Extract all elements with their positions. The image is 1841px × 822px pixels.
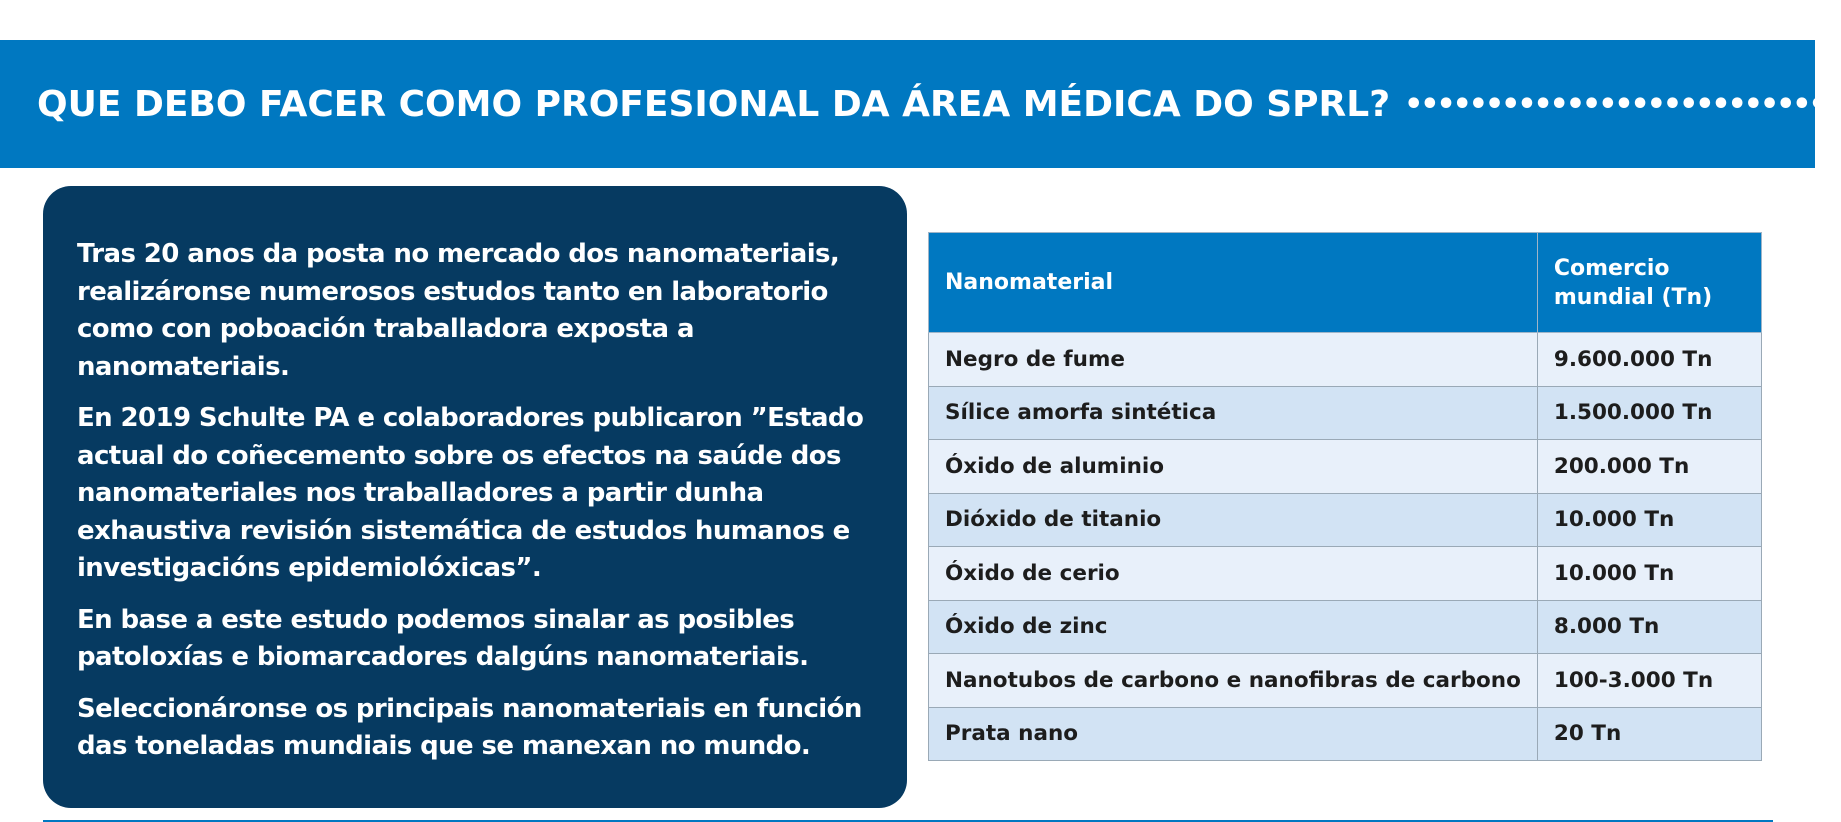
- intro-paragraph-2: En 2019 Schulte PA e colaboradores publicaron ”Estado actual do coñecemento sobre os efectos na saúde dos nanomateriales nos traballadores a partir dunha exhaustiva revisión sistemática de estudos humanos e investigacións epidemiolóxicas”.: [77, 403, 864, 583]
- header-world-trade: Comercio mundial (Tn): [1537, 233, 1761, 333]
- table-row: [929, 707, 1762, 761]
- table-row: [929, 600, 1762, 654]
- cell-nanomaterial: Óxido de cerio: [929, 547, 1538, 601]
- cell-trade: 100-3.000 Tn: [1537, 654, 1761, 708]
- cell-trade: 10.000 Tn: [1537, 493, 1761, 547]
- table-row: [929, 386, 1762, 440]
- title-dots-decoration: •••••••••••••••••••••••••••: [1404, 86, 1841, 122]
- header-inner: [37, 40, 1841, 168]
- nanomaterial-table: [928, 232, 1762, 761]
- cell-nanomaterial: Nanotubos de carbono e nanofibras de carbono: [929, 654, 1538, 708]
- header-nanomaterial: Nanomaterial: [929, 233, 1538, 333]
- cell-nanomaterial: Óxido de zinc: [929, 600, 1538, 654]
- intro-paragraph-1: Tras 20 anos da posta no mercado dos nanomateriais, realizáronse numerosos estudos tanto en laboratorio como con poboación traballadora exposta a nanomateriais.: [77, 239, 840, 382]
- table-row: [929, 493, 1762, 547]
- header-banner: [0, 40, 1841, 168]
- cell-nanomaterial: Óxido de aluminio: [929, 440, 1538, 494]
- cell-trade: 9.600.000 Tn: [1537, 333, 1761, 387]
- table-row: [929, 654, 1762, 708]
- cell-trade: 1.500.000 Tn: [1537, 386, 1761, 440]
- intro-paragraph-4: Seleccionáronse os principais nanomateriais en función das toneladas mundiais que se manexan no mundo.: [77, 693, 862, 761]
- cell-nanomaterial: Dióxido de titanio: [929, 493, 1538, 547]
- cell-trade: 8.000 Tn: [1537, 600, 1761, 654]
- table-row: [929, 547, 1762, 601]
- intro-paragraph-3: En base a este estudo podemos sinalar as posibles patoloxías e biomarcadores dalgúns nanomateriais.: [77, 604, 809, 672]
- cell-nanomaterial: Prata nano: [929, 707, 1538, 761]
- table-row: [929, 333, 1762, 387]
- nanomaterial-table-wrapper: [928, 232, 1762, 761]
- cell-trade: 200.000 Tn: [1537, 440, 1761, 494]
- intro-card: [43, 186, 907, 808]
- cell-trade: 20 Tn: [1537, 707, 1761, 761]
- cell-nanomaterial: Sílice amorfa sintética: [929, 386, 1538, 440]
- table-header-row: [929, 233, 1762, 333]
- table-row: [929, 440, 1762, 494]
- cell-nanomaterial: Negro de fume: [929, 333, 1538, 387]
- page-title: QUE DEBO FACER COMO PROFESIONAL DA ÁREA MÉDICA DO SPRL?: [37, 83, 1391, 125]
- cell-trade: 10.000 Tn: [1537, 547, 1761, 601]
